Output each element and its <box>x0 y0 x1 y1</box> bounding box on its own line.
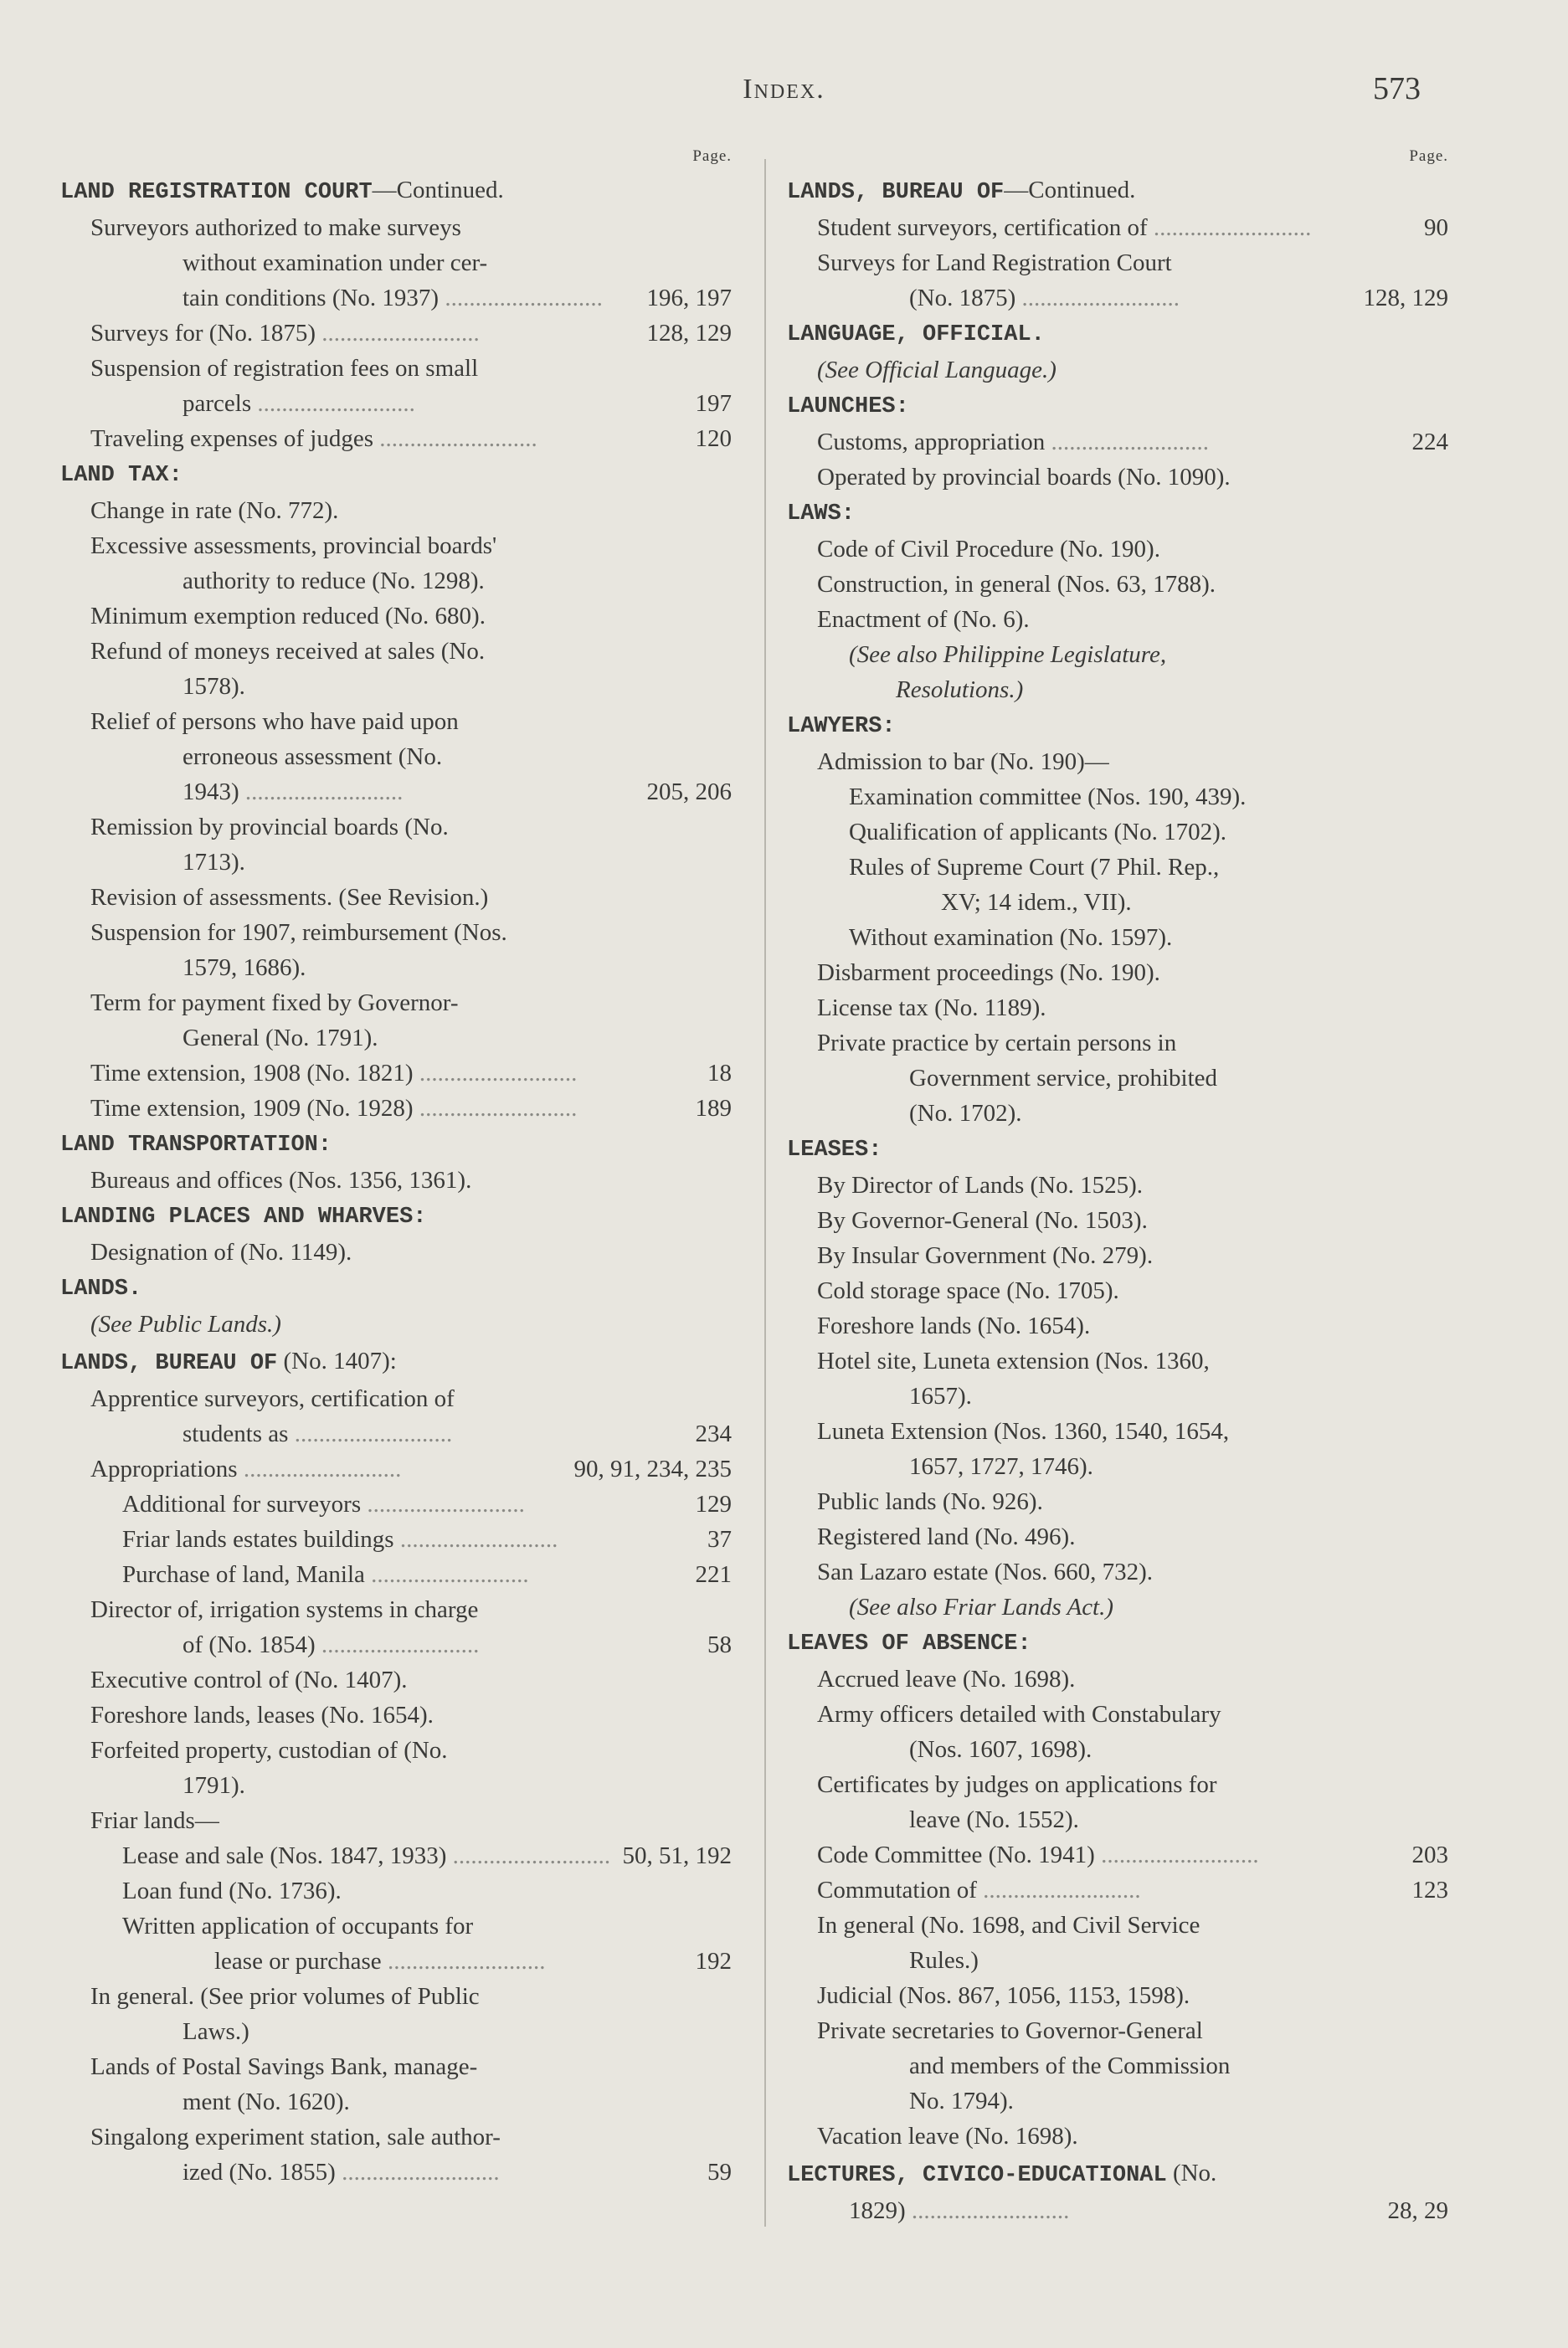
index-entry <box>60 1163 732 1198</box>
index-heading <box>60 1128 732 1163</box>
entry-text: Rules of Supreme Court (7 Phil. Rep., <box>849 854 1220 881</box>
index-entry-continuation <box>787 280 1448 316</box>
index-entry <box>60 1873 732 1909</box>
entry-text: Registered land (No. 496). <box>817 1523 1076 1550</box>
index-entry-continuation <box>60 669 732 704</box>
entry-text: parcels <box>183 390 252 417</box>
entry-text: Vacation leave (No. 1698). <box>817 2123 1078 2150</box>
entry-text: In general (No. 1698, and Civil Service <box>817 1912 1200 1939</box>
index-entry <box>787 850 1448 885</box>
entry-text: (No. 1875) <box>909 285 1016 311</box>
index-entry <box>60 985 732 1020</box>
index-entry <box>787 1025 1448 1061</box>
entry-text: 1657, 1727, 1746). <box>909 1453 1093 1480</box>
index-entry-continuation <box>60 739 732 774</box>
entry-text: Cold storage space (No. 1705). <box>817 1277 1119 1304</box>
entry-text: Friar lands— <box>90 1807 219 1834</box>
entry-text: Apprentice surveyors, certification of <box>90 1385 455 1412</box>
leader-dots: .......................... <box>1015 285 1180 311</box>
entry-text: Excessive assessments, provincial boards' <box>90 532 497 559</box>
page-reference: 50, 51, 192 <box>622 1842 732 1869</box>
right-column-entries <box>787 172 1448 2228</box>
index-entry <box>787 1873 1448 1908</box>
leader-dots: .......................... <box>446 1842 611 1869</box>
leader-dots: .......................... <box>381 1948 546 1975</box>
index-entry <box>60 1838 732 1873</box>
index-entry-continuation <box>60 280 732 316</box>
index-entry <box>787 1414 1448 1449</box>
index-entry <box>60 1557 732 1592</box>
entry-text: Rules.) <box>909 1947 979 1974</box>
cross-reference: Resolutions.) <box>896 676 1024 703</box>
index-entry-continuation <box>60 1416 732 1451</box>
entry-text: Government service, prohibited <box>909 1065 1218 1092</box>
leader-dots: .......................... <box>1045 429 1210 455</box>
entry-text: Suspension for 1907, reimbursement (Nos. <box>90 919 507 946</box>
entry-text: Examination committee (Nos. 190, 439). <box>849 784 1247 810</box>
right-column <box>787 147 1448 2228</box>
leader-dots: .......................... <box>251 390 415 417</box>
page-reference: 129 <box>695 1491 732 1518</box>
leader-dots: .......................... <box>288 1421 453 1447</box>
index-entry <box>787 602 1448 637</box>
index-entry <box>60 1091 732 1126</box>
leader-dots: .......................... <box>315 1631 480 1658</box>
heading-text: LANDS, BUREAU OF <box>787 180 1005 205</box>
page-reference: 37 <box>707 1526 732 1553</box>
entry-text: Suspension of registration fees on small <box>90 355 479 382</box>
entry-text: Hotel site, Luneta extension (Nos. 1360, <box>817 1348 1210 1374</box>
entry-text: students as <box>183 1421 289 1447</box>
entry-text: Operated by provincial boards (No. 1090). <box>817 464 1231 491</box>
index-entry <box>60 1451 732 1487</box>
index-entry <box>787 245 1448 280</box>
index-entry <box>60 421 732 456</box>
entry-text: By Insular Government (No. 279). <box>817 1242 1154 1269</box>
heading-text: LANDING PLACES AND WHARVES: <box>60 1205 427 1230</box>
index-entry-continuation <box>60 2084 732 2119</box>
entry-text: Code Committee (No. 1941) <box>817 1842 1095 1868</box>
index-entry <box>787 1697 1448 1732</box>
entry-text: Foreshore lands (No. 1654). <box>817 1313 1091 1339</box>
heading-continuation: (No. 1407): <box>277 1348 397 1374</box>
entry-text: Lands of Postal Savings Bank, manage- <box>90 2053 478 2080</box>
index-heading <box>787 317 1448 352</box>
index-entry <box>60 1592 732 1627</box>
leader-dots: .......................... <box>413 1095 578 1122</box>
index-entry-continuation <box>60 950 732 985</box>
leader-dots: .......................... <box>413 1060 578 1087</box>
entry-text: Judicial (Nos. 867, 1056, 1153, 1598). <box>817 1982 1190 2009</box>
index-entry <box>787 424 1448 460</box>
index-heading <box>787 172 1448 210</box>
index-entry <box>60 1803 732 1838</box>
index-heading <box>60 172 732 210</box>
index-entry <box>60 599 732 634</box>
index-entry-continuation <box>60 2155 732 2190</box>
entry-text: ized (No. 1855) <box>183 2159 336 2186</box>
index-entry <box>787 2013 1448 2048</box>
index-entry <box>787 955 1448 990</box>
entry-text: Surveys for Land Registration Court <box>817 249 1172 276</box>
cross-reference: (See also Friar Lands Act.) <box>849 1594 1114 1621</box>
cross-reference: (See Public Lands.) <box>90 1311 281 1338</box>
index-entry-continuation <box>60 774 732 809</box>
index-entry <box>787 779 1448 814</box>
entry-text: Construction, in general (Nos. 63, 1788). <box>817 571 1216 598</box>
entry-text: Qualification of applicants (No. 1702). <box>849 819 1226 845</box>
page-reference: 128, 129 <box>646 320 732 347</box>
index-entry <box>60 1522 732 1557</box>
heading-text: LANDS, BUREAU OF <box>60 1351 278 1376</box>
entry-text: By Director of Lands (No. 1525). <box>817 1172 1143 1199</box>
entry-text: Remission by provincial boards (No. <box>90 814 449 840</box>
page-reference: 205, 206 <box>646 778 732 805</box>
entry-text: Admission to bar (No. 190)— <box>817 748 1109 775</box>
index-entry <box>60 210 732 245</box>
entry-text: without examination under cer- <box>183 249 488 276</box>
entry-text: Refund of moneys received at sales (No. <box>90 638 486 665</box>
heading-text: LANDS. <box>60 1277 142 1302</box>
entry-text: erroneous assessment (No. <box>183 743 443 770</box>
page-reference: 58 <box>707 1631 732 1658</box>
index-entry <box>60 809 732 845</box>
entry-text: tain conditions (No. 1937) <box>183 285 440 311</box>
heading-text: LAWYERS: <box>787 714 896 739</box>
entry-text: Purchase of land, Manila <box>122 1561 365 1588</box>
index-entry <box>787 1554 1448 1590</box>
index-heading <box>787 2155 1448 2193</box>
entry-text: Foreshore lands, leases (No. 1654). <box>90 1702 434 1729</box>
page-column-label: Page. <box>692 147 732 165</box>
index-entry-continuation <box>787 1061 1448 1096</box>
entry-text: Singalong experiment station, sale author- <box>90 2124 501 2150</box>
entry-text: Term for payment fixed by Governor- <box>90 989 459 1016</box>
index-entry-continuation <box>787 1449 1448 1484</box>
entry-text: Change in rate (No. 772). <box>90 497 339 524</box>
entry-text: Written application of occupants for <box>122 1913 474 1940</box>
heading-continuation: —Continued. <box>1004 177 1136 203</box>
entry-text: Director of, irrigation systems in charge <box>90 1596 479 1623</box>
entry-text: Time extension, 1909 (No. 1928) <box>90 1095 414 1122</box>
cross-reference: (See also Philippine Legislature, <box>849 641 1167 668</box>
index-entry <box>787 210 1448 245</box>
index-entry <box>787 2119 1448 2154</box>
entry-text: Traveling expenses of judges <box>90 425 374 452</box>
entry-text: Loan fund (No. 1736). <box>122 1878 342 1904</box>
index-entry-continuation <box>60 386 732 421</box>
leader-dots: .......................... <box>905 2197 1070 2224</box>
index-entry <box>787 1238 1448 1273</box>
entry-text: XV; 14 idem., VII). <box>941 889 1132 916</box>
index-entry <box>60 634 732 669</box>
page-reference: 120 <box>695 425 732 452</box>
index-entry-continuation <box>787 1096 1448 1131</box>
index-heading <box>787 1626 1448 1662</box>
entry-text: Student surveyors, certification of <box>817 214 1148 241</box>
entry-text: Minimum exemption reduced (No. 680). <box>90 603 486 629</box>
entry-text: Commutation of <box>817 1877 977 1904</box>
heading-text: LAND TAX: <box>60 463 183 488</box>
index-entry <box>787 1484 1448 1519</box>
page-reference: 197 <box>695 390 732 417</box>
page-reference: 123 <box>1411 1877 1448 1904</box>
index-entry <box>787 1978 1448 2013</box>
entry-text: and members of the Commission <box>909 2053 1231 2079</box>
index-entry-continuation <box>787 1732 1448 1767</box>
index-entry <box>60 1909 732 1944</box>
index-entry <box>787 532 1448 567</box>
leader-dots: .......................... <box>976 1877 1141 1904</box>
index-entry <box>60 880 732 915</box>
entry-text: Executive control of (No. 1407). <box>90 1667 408 1693</box>
index-entry <box>787 1519 1448 1554</box>
entry-text: Private secretaries to Governor-General <box>817 2017 1203 2044</box>
index-heading <box>60 1200 732 1235</box>
page-reference: 196, 197 <box>646 285 732 311</box>
index-entry <box>787 1908 1448 1943</box>
entry-text: Additional for surveyors <box>122 1491 362 1518</box>
entry-text: Laws.) <box>183 2018 249 2045</box>
index-entry-continuation <box>787 1379 1448 1414</box>
entry-text: Surveyors authorized to make surveys <box>90 214 461 241</box>
entry-text: (No. 1702). <box>909 1100 1022 1127</box>
entry-text: of (No. 1854) <box>183 1631 316 1658</box>
page-reference: 28, 29 <box>1387 2197 1448 2224</box>
entry-text: Friar lands estates buildings <box>122 1526 394 1553</box>
index-entry <box>787 460 1448 495</box>
running-header-title: Index. <box>743 74 825 105</box>
leader-dots: .......................... <box>393 1526 558 1553</box>
index-heading <box>60 1344 732 1381</box>
heading-text: LECTURES, CIVICO-EDUCATIONAL <box>787 2163 1167 2188</box>
index-entry-continuation <box>60 245 732 280</box>
entry-text: (Nos. 1607, 1698). <box>909 1736 1092 1763</box>
page-reference: 203 <box>1411 1842 1448 1868</box>
entry-text: 1713). <box>183 849 245 876</box>
entry-text: Without examination (No. 1597). <box>849 924 1173 951</box>
entry-text: Enactment of (No. 6). <box>817 606 1030 633</box>
page-number: 573 <box>1373 71 1421 106</box>
index-entry <box>787 920 1448 955</box>
index-entry-continuation <box>60 2014 732 2049</box>
entry-text: Lease and sale (Nos. 1847, 1933) <box>122 1842 447 1869</box>
entry-text: Certificates by judges on applications for <box>817 1771 1217 1798</box>
heading-continuation: —Continued. <box>372 177 504 203</box>
heading-text: LEAVES OF ABSENCE: <box>787 1631 1031 1657</box>
index-entry <box>787 1344 1448 1379</box>
index-entry <box>787 2193 1448 2228</box>
entry-text: Bureaus and offices (Nos. 1356, 1361). <box>90 1167 472 1194</box>
entry-text: Designation of (No. 1149). <box>90 1239 352 1266</box>
index-heading <box>787 496 1448 532</box>
index-entry <box>60 528 732 563</box>
entry-text: Relief of persons who have paid upon <box>90 708 459 735</box>
leader-dots: .......................... <box>316 320 480 347</box>
heading-continuation: (No. <box>1166 2160 1217 2186</box>
index-entry <box>787 1273 1448 1308</box>
page-reference: 224 <box>1411 429 1448 455</box>
index-entry-continuation <box>787 1943 1448 1978</box>
index-entry <box>60 1698 732 1733</box>
entry-text: Accrued leave (No. 1698). <box>817 1666 1076 1693</box>
index-entry <box>787 1767 1448 1802</box>
index-entry <box>787 567 1448 602</box>
index-heading <box>787 1133 1448 1168</box>
leader-dots: .......................... <box>237 1456 402 1482</box>
index-entry <box>60 1381 732 1416</box>
index-entry <box>60 1979 732 2014</box>
page-reference: 192 <box>695 1948 732 1975</box>
entry-text: lease or purchase <box>214 1948 382 1975</box>
leader-dots: .......................... <box>364 1561 529 1588</box>
entry-text: San Lazaro estate (Nos. 660, 732). <box>817 1559 1154 1585</box>
index-entry-continuation <box>60 1944 732 1979</box>
entry-text: 1579, 1686). <box>183 954 306 981</box>
entry-text: General (No. 1791). <box>183 1025 378 1051</box>
index-entry <box>60 351 732 386</box>
heading-text: LAND TRANSPORTATION: <box>60 1133 332 1158</box>
index-entry <box>60 1056 732 1091</box>
left-column-entries <box>60 172 732 2190</box>
entry-text: Surveys for (No. 1875) <box>90 320 316 347</box>
leader-dots: .......................... <box>439 285 603 311</box>
index-heading <box>60 458 732 493</box>
index-entry-continuation <box>60 1627 732 1662</box>
index-entry-continuation <box>60 1768 732 1803</box>
index-entry <box>60 493 732 528</box>
entry-text: Code of Civil Procedure (No. 190). <box>817 536 1160 563</box>
entry-text: Public lands (No. 926). <box>817 1488 1043 1515</box>
leader-dots: .......................... <box>239 778 404 805</box>
page-column-label: Page. <box>1409 147 1448 165</box>
index-entry <box>787 1837 1448 1873</box>
index-entry <box>787 814 1448 850</box>
page-reference: 234 <box>695 1421 732 1447</box>
index-entry <box>787 990 1448 1025</box>
entry-text: By Governor-General (No. 1503). <box>817 1207 1148 1234</box>
entry-text: ment (No. 1620). <box>183 2089 350 2115</box>
entry-text: 1943) <box>183 778 239 805</box>
entry-text: Disbarment proceedings (No. 190). <box>817 959 1160 986</box>
index-entry-continuation <box>787 2048 1448 2083</box>
index-entry-continuation <box>60 1020 732 1056</box>
leader-dots: .......................... <box>361 1491 525 1518</box>
page-reference: 90 <box>1424 214 1448 241</box>
entry-text: No. 1794). <box>909 2088 1014 2114</box>
index-entry-continuation <box>60 563 732 599</box>
page-reference: 189 <box>695 1095 732 1122</box>
entry-text: 1578). <box>183 673 245 700</box>
cross-reference: (See Official Language.) <box>817 357 1056 383</box>
index-entry <box>60 1733 732 1768</box>
index-entry <box>787 1308 1448 1344</box>
page-reference: 59 <box>707 2159 732 2186</box>
index-entry-continuation <box>60 845 732 880</box>
leader-dots: .......................... <box>335 2159 500 2186</box>
index-entry <box>60 704 732 739</box>
entry-text: authority to reduce (No. 1298). <box>183 568 485 594</box>
index-entry <box>787 1662 1448 1697</box>
index-entry <box>787 744 1448 779</box>
index-heading <box>60 1272 732 1307</box>
heading-text: LAUNCHES: <box>787 394 909 419</box>
index-entry <box>60 1487 732 1522</box>
leader-dots: .......................... <box>1094 1842 1259 1868</box>
entry-text: In general. (See prior volumes of Public <box>90 1983 480 2010</box>
page-reference: 90, 91, 234, 235 <box>573 1456 732 1482</box>
index-entry <box>60 2119 732 2155</box>
index-entry-continuation <box>787 2083 1448 2119</box>
entry-text: Forfeited property, custodian of (No. <box>90 1737 448 1764</box>
leader-dots: .......................... <box>1147 214 1312 241</box>
left-column <box>60 147 732 2190</box>
entry-text: Appropriations <box>90 1456 238 1482</box>
index-entry <box>60 2049 732 2084</box>
page-reference: 18 <box>707 1060 732 1087</box>
leader-dots: .......................... <box>373 425 537 452</box>
entry-text: Army officers detailed with Constabulary <box>817 1701 1221 1728</box>
index-entry-continuation <box>787 885 1448 920</box>
entry-text: Private practice by certain persons in <box>817 1030 1177 1056</box>
index-heading <box>787 709 1448 744</box>
entry-text: 1657). <box>909 1383 972 1410</box>
index-entry <box>787 1203 1448 1238</box>
entry-text: leave (No. 1552). <box>909 1806 1079 1833</box>
column-divider <box>764 159 766 2227</box>
entry-text: Time extension, 1908 (No. 1821) <box>90 1060 414 1087</box>
entry-text: 1829) <box>849 2197 906 2224</box>
index-entry <box>60 316 732 351</box>
index-entry-continuation <box>787 1802 1448 1837</box>
index-entry <box>787 1168 1448 1203</box>
entry-text: Revision of assessments. (See Revision.) <box>90 884 489 911</box>
index-entry <box>60 1662 732 1698</box>
entry-text: 1791). <box>183 1772 245 1799</box>
index-entry <box>60 1235 732 1270</box>
page-reference: 221 <box>695 1561 732 1588</box>
entry-text: Luneta Extension (Nos. 1360, 1540, 1654, <box>817 1418 1230 1445</box>
heading-text: LAWS: <box>787 501 856 527</box>
entry-text: Customs, appropriation <box>817 429 1046 455</box>
heading-text: LEASES: <box>787 1138 882 1163</box>
entry-text: License tax (No. 1189). <box>817 994 1046 1021</box>
index-heading <box>787 389 1448 424</box>
index-entry <box>60 915 732 950</box>
page-reference: 128, 129 <box>1363 285 1448 311</box>
heading-text: LAND REGISTRATION COURT <box>60 180 373 205</box>
heading-text: LANGUAGE, OFFICIAL. <box>787 322 1045 347</box>
